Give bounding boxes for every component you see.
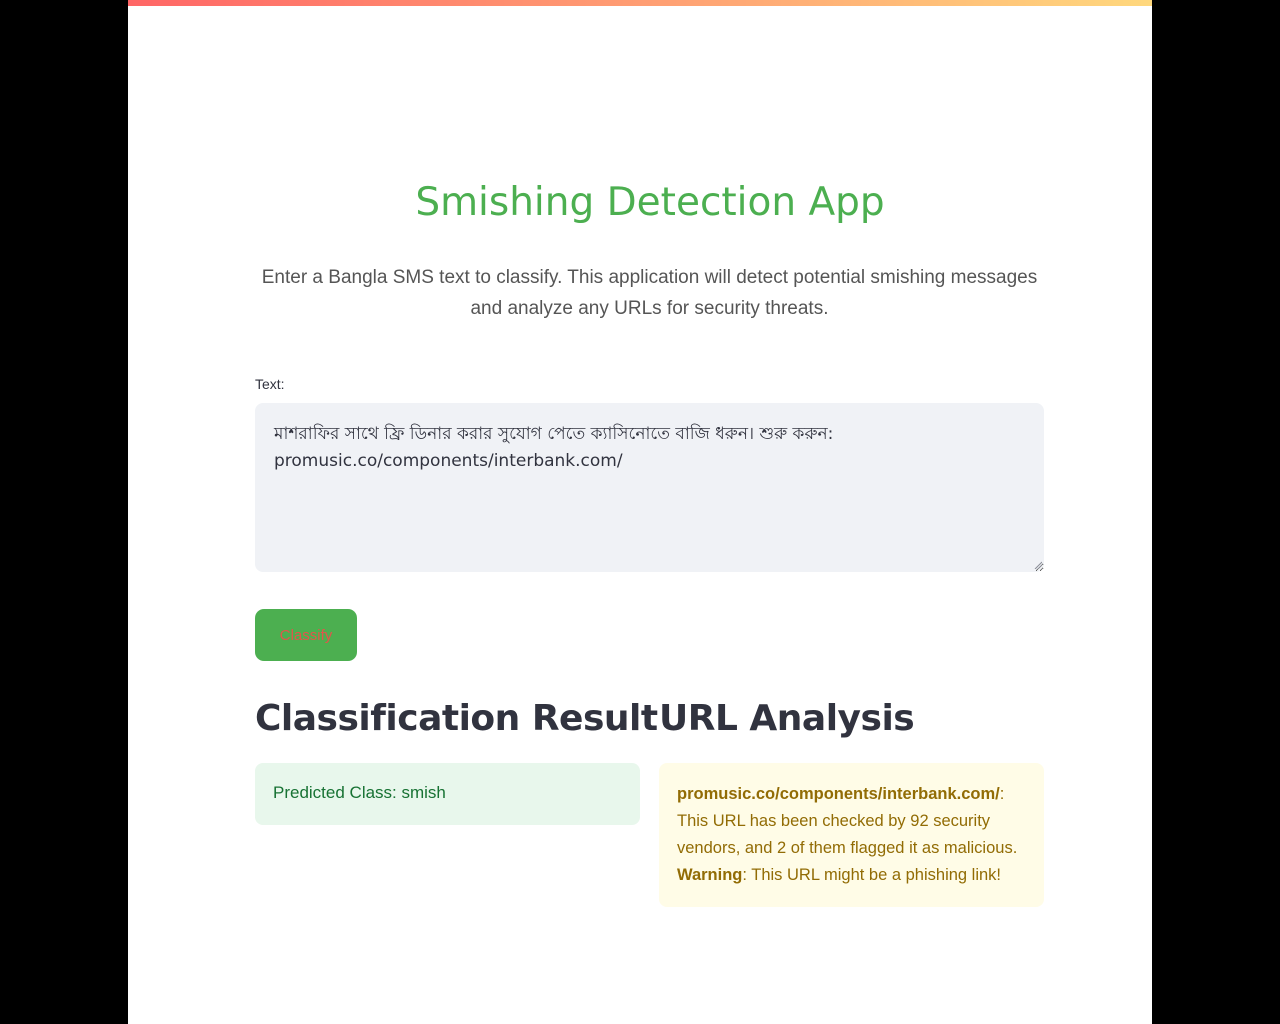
page-title: Smishing Detection App bbox=[415, 180, 885, 225]
top-decoration-bar bbox=[128, 0, 1152, 6]
url-analysis-heading: URL Analysis bbox=[659, 698, 915, 739]
app-page bbox=[128, 0, 1152, 1024]
url-separator: : bbox=[999, 785, 1005, 803]
url-analysis-box bbox=[659, 763, 1044, 907]
warning-text: : This URL might be a phishing link! bbox=[742, 866, 1002, 884]
resize-grip-icon[interactable] bbox=[1034, 561, 1042, 569]
warning-label: Warning bbox=[677, 866, 743, 884]
classify-button[interactable]: Classify bbox=[255, 609, 357, 661]
analyzed-url: promusic.co/components/interbank.com/ bbox=[677, 785, 1000, 803]
text-field-label: Text: bbox=[255, 376, 285, 392]
predicted-class-text: Predicted Class: smish bbox=[273, 783, 446, 802]
sms-text-input[interactable] bbox=[255, 403, 1044, 572]
classification-result-box bbox=[255, 763, 640, 825]
url-analysis-details: This URL has been checked by 92 security vendors, and 2 of them flagged it as malicious. bbox=[677, 812, 1018, 857]
classification-result-heading: Classification Result bbox=[255, 698, 658, 739]
app-description: Enter a Bangla SMS text to classify. This application will detect potential smishing messages and analyze any URLs for security threats. bbox=[261, 267, 1038, 319]
